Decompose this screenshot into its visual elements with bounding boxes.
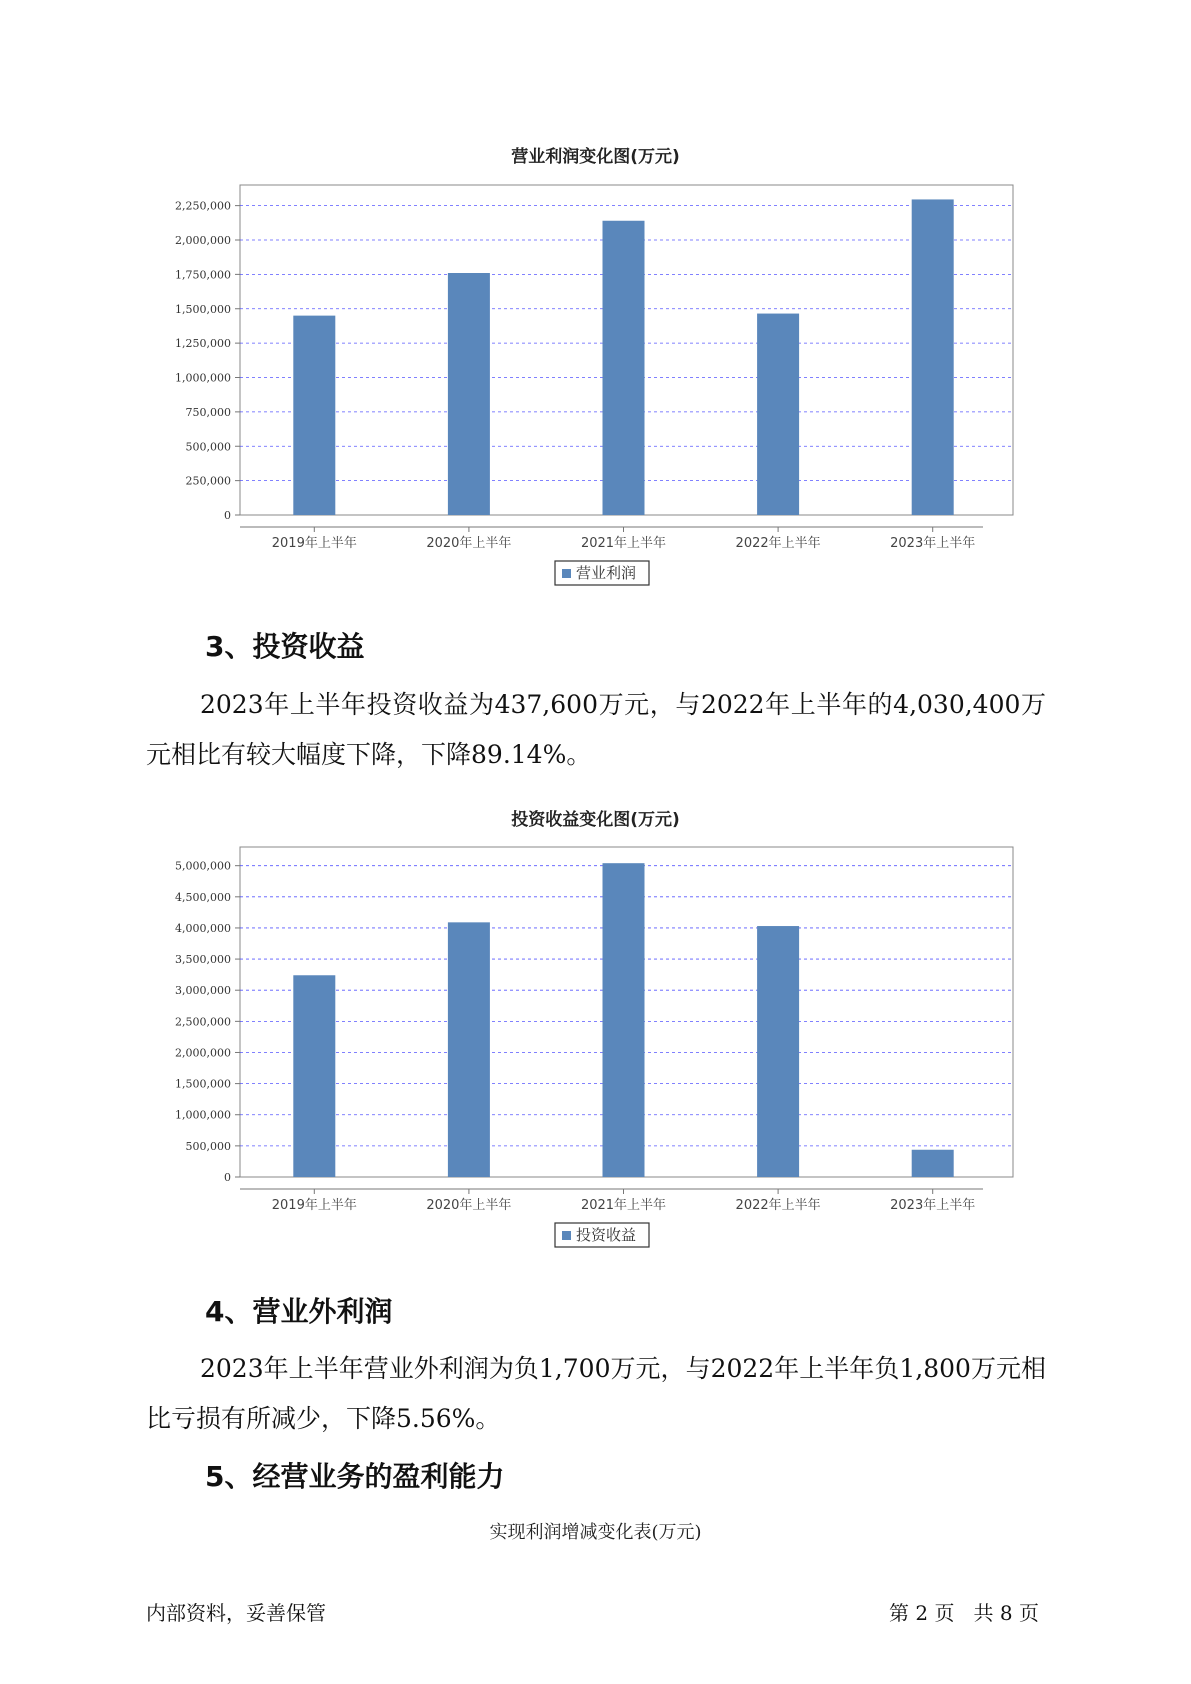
x-tick-label: 2021年上半年 <box>580 536 667 551</box>
y-tick-label: 1,500,000 <box>175 1077 231 1091</box>
y-tick-label: 0 <box>224 509 231 522</box>
x-tick-label: 2022年上半年 <box>735 536 821 551</box>
y-tick-label: 2,000,000 <box>175 1046 231 1060</box>
bar <box>293 316 335 515</box>
x-tick-label: 2023年上半年 <box>890 536 976 551</box>
x-tick-label: 2020年上半年 <box>426 536 512 551</box>
section3-paragraph: 2023年上半年投资收益为437,600万元，与2022年上半年的4,030,400万元相比有较大幅度下降，下降89.14%。 <box>146 690 1046 769</box>
section4-heading: 4、营业外利润 <box>205 1295 393 1328</box>
x-tick-label: 2020年上半年 <box>426 1198 512 1213</box>
section3-heading: 3、投资收益 <box>205 630 365 663</box>
y-tick-label: 1,500,000 <box>175 302 231 316</box>
y-tick-label: 1,750,000 <box>175 268 231 282</box>
x-tick-label: 2023年上半年 <box>890 1198 976 1213</box>
x-tick-label: 2019年上半年 <box>271 1198 357 1213</box>
investment-income-chart <box>0 822 1191 1242</box>
legend-swatch <box>562 1231 571 1240</box>
footer-confidential: 内部资料，妥善保管 <box>146 1601 326 1625</box>
y-tick-label: 2,500,000 <box>175 1015 231 1029</box>
y-tick-label: 4,000,000 <box>175 921 231 935</box>
y-tick-label: 1,000,000 <box>175 1108 231 1122</box>
chart1-title: 营业利润变化图(万元) <box>511 147 680 167</box>
y-tick-label: 2,250,000 <box>175 199 231 213</box>
x-tick-label: 2019年上半年 <box>271 536 357 551</box>
chart2-title: 投资收益变化图(万元) <box>511 810 680 830</box>
bar <box>912 199 954 515</box>
y-tick-label: 1,000,000 <box>175 371 231 385</box>
bar <box>757 314 799 515</box>
table-caption: 实现利润增减变化表(万元) <box>489 1522 702 1543</box>
legend-label: 投资收益 <box>576 1226 637 1244</box>
operating-profit-chart <box>0 160 1191 580</box>
section5-heading: 5、经营业务的盈利能力 <box>205 1460 505 1493</box>
y-tick-label: 0 <box>224 1171 231 1184</box>
y-tick-label: 250,000 <box>185 474 231 488</box>
section4-paragraph: 2023年上半年营业外利润为负1,700万元，与2022年上半年负1,800万元相比亏损有所减少，下降5.56%。 <box>146 1354 1046 1433</box>
y-tick-label: 2,000,000 <box>175 234 231 247</box>
y-tick-label: 750,000 <box>185 405 231 419</box>
bar <box>293 975 335 1177</box>
y-tick-label: 3,000,000 <box>175 984 231 998</box>
bar <box>448 273 490 515</box>
y-tick-label: 3,500,000 <box>175 953 231 967</box>
y-tick-label: 1,250,000 <box>175 337 231 351</box>
y-tick-label: 4,500,000 <box>175 890 231 904</box>
footer-page-number: 第 2 页 共 8 页 <box>889 1601 1039 1625</box>
bar <box>603 863 645 1177</box>
bar <box>603 221 645 515</box>
bar <box>448 922 490 1177</box>
x-tick-label: 2021年上半年 <box>580 1198 667 1213</box>
legend-swatch <box>562 569 571 578</box>
bar <box>757 926 799 1177</box>
legend-label: 营业利润 <box>576 564 637 582</box>
x-tick-label: 2022年上半年 <box>735 1198 821 1213</box>
y-tick-label: 500,000 <box>185 1139 231 1153</box>
y-tick-label: 5,000,000 <box>175 859 231 873</box>
y-tick-label: 500,000 <box>185 440 231 454</box>
bar <box>912 1150 954 1177</box>
